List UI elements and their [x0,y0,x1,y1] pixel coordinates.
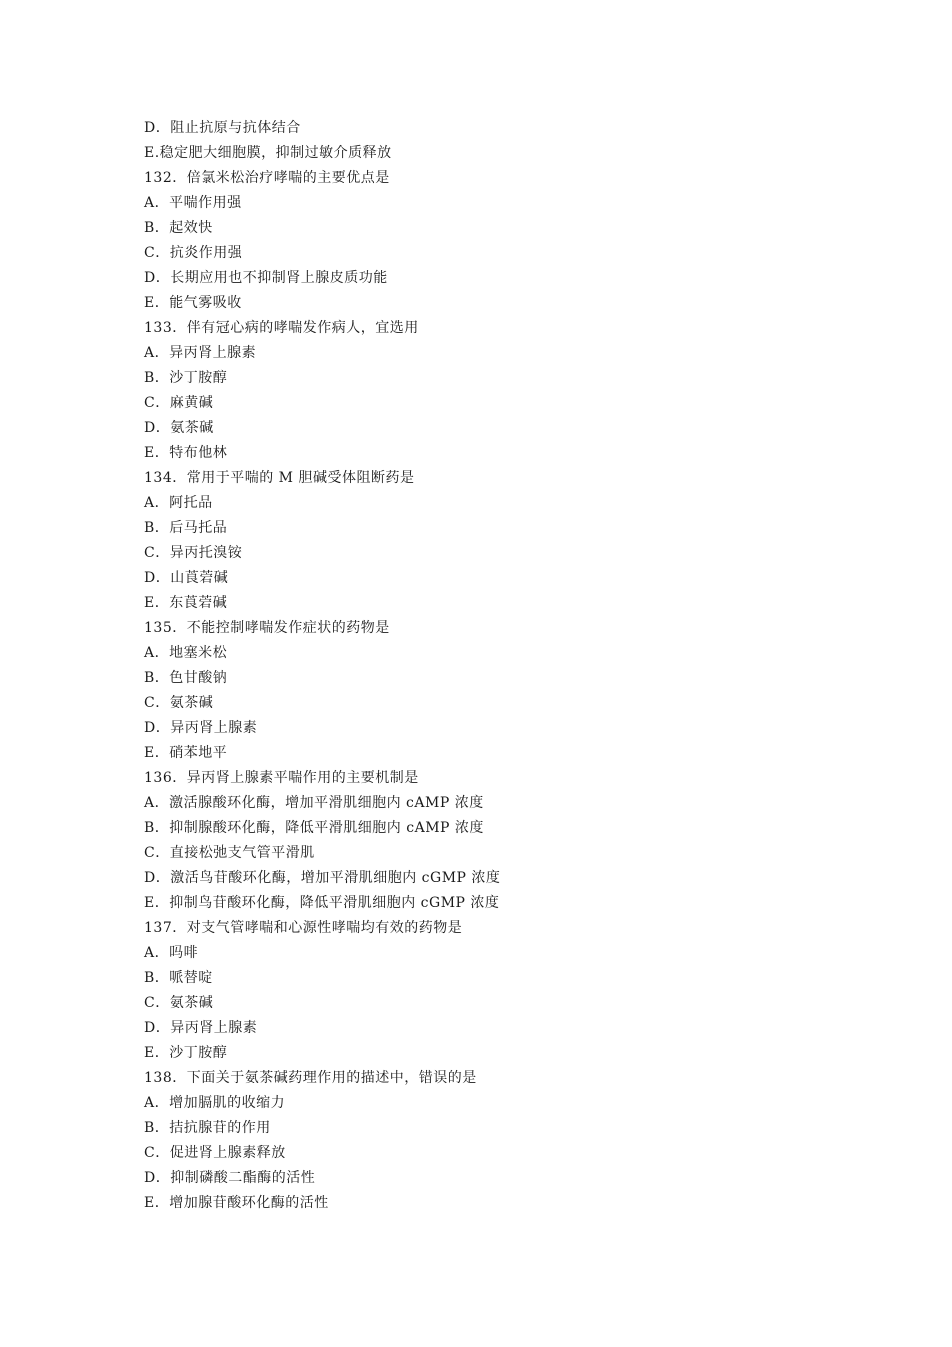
question-133: 133．伴有冠心病的哮喘发作病人，宜选用 [144,320,419,336]
option-b-138: B．拮抗腺苷的作用 [144,1120,271,1136]
option-a-132: A．平喘作用强 [144,195,242,211]
option-b-137: B．哌替啶 [144,970,213,986]
option-e-135: E．硝苯地平 [144,745,228,761]
option-d-131: D．阻止抗原与抗体结合 [144,120,301,136]
option-c-132: C．抗炎作用强 [144,245,243,261]
option-e-132: E．能气雾吸收 [144,295,242,311]
option-c-135: C．氨茶碱 [144,695,214,711]
option-d-135: D．异丙肾上腺素 [144,720,258,736]
question-134: 134．常用于平喘的 M 胆碱受体阻断药是 [144,470,415,486]
question-list [144,116,844,1216]
option-c-138: C．促进肾上腺素释放 [144,1145,286,1161]
option-d-136: D．激活鸟苷酸环化酶，增加平滑肌细胞内 cGMP 浓度 [144,870,501,886]
question-135: 135．不能控制哮喘发作症状的药物是 [144,620,390,636]
option-d-133: D．氨茶碱 [144,420,214,436]
option-a-134: A．阿托品 [144,495,213,511]
option-d-137: D．异丙肾上腺素 [144,1020,258,1036]
option-a-138: A．增加膈肌的收缩力 [144,1095,286,1111]
option-e-138: E．增加腺苷酸环化酶的活性 [144,1195,329,1211]
question-136: 136．异丙肾上腺素平喘作用的主要机制是 [144,770,419,786]
option-e-137: E．沙丁胺醇 [144,1045,228,1061]
option-b-132: B．起效快 [144,220,213,236]
option-c-134: C．异丙托溴铵 [144,545,243,561]
question-138: 138．下面关于氨茶碱药理作用的描述中，错误的是 [144,1070,477,1086]
option-a-133: A．异丙肾上腺素 [144,345,257,361]
option-e-136: E．抑制鸟苷酸环化酶，降低平滑肌细胞内 cGMP 浓度 [144,895,500,911]
option-c-133: C．麻黄碱 [144,395,214,411]
option-d-138: D．抑制磷酸二酯酶的活性 [144,1170,316,1186]
option-d-132: D．长期应用也不抑制肾上腺皮质功能 [144,270,388,286]
option-b-134: B．后马托品 [144,520,228,536]
option-e-133: E．特布他林 [144,445,228,461]
option-b-133: B．沙丁胺醇 [144,370,228,386]
question-132: 132．倍氯米松治疗哮喘的主要优点是 [144,170,390,186]
option-a-137: A．吗啡 [144,945,199,961]
option-c-137: C．氨茶碱 [144,995,214,1011]
option-c-136: C．直接松弛支气管平滑肌 [144,845,315,861]
question-137: 137．对支气管哮喘和心源性哮喘均有效的药物是 [144,920,463,936]
option-d-134: D．山莨菪碱 [144,570,229,586]
option-a-135: A．地塞米松 [144,645,228,661]
option-e-131: E.稳定肥大细胞膜，抑制过敏介质释放 [144,145,392,161]
option-b-135: B．色甘酸钠 [144,670,228,686]
option-b-136: B．抑制腺酸环化酶，降低平滑肌细胞内 cAMP 浓度 [144,820,484,836]
option-a-136: A．激活腺酸环化酶，增加平滑肌细胞内 cAMP 浓度 [144,795,484,811]
option-e-134: E．东莨菪碱 [144,595,228,611]
